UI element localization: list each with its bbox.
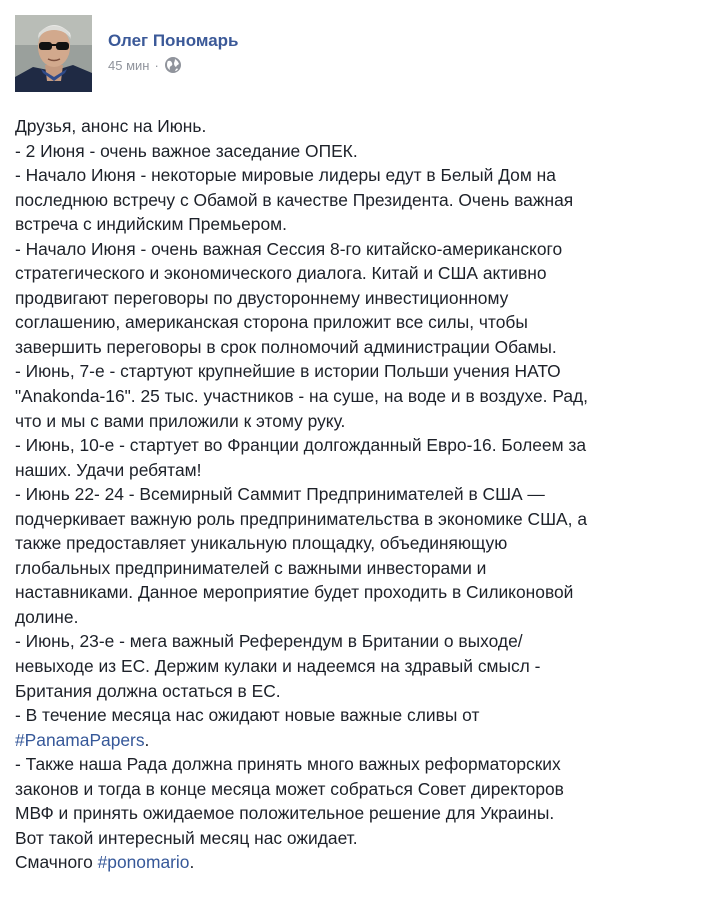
hashtag-panamapapers[interactable]: #PanamaPapers: [15, 729, 145, 750]
post-meta: [108, 56, 182, 74]
text-line: - Начало Июня - некоторые мировые лидеры едут в Белый Дом на: [15, 165, 556, 186]
post-text: [15, 114, 695, 875]
text-line: - Июнь 22- 24 - Всемирный Саммит Предпринимателей в США —: [15, 484, 545, 505]
hashtag-line-suffix: .: [144, 729, 150, 750]
post-header: [15, 15, 685, 93]
text-line: что и мы с вами приложили к этому руку.: [15, 410, 346, 431]
author-name[interactable]: Олег Пономарь: [108, 31, 239, 50]
text-line: встреча с индийским Премьером.: [15, 214, 287, 235]
closing-suffix: .: [189, 852, 195, 873]
text-line: - Также наша Рада должна принять много важных реформаторских: [15, 754, 561, 775]
closing-line: [15, 850, 695, 875]
text-line: наших. Удачи ребятам!: [15, 459, 202, 480]
globe-icon[interactable]: [164, 56, 182, 74]
text-line: продвигают переговоры по двустороннему инвестиционному: [15, 287, 509, 308]
text-line: соглашению, американская сторона приложит все силы, чтобы: [15, 312, 528, 333]
text-line: - Июнь, 7-е - стартуют крупнейшие в истории Польши учения НАТО: [15, 361, 561, 382]
text-line: "Anakonda-16". 25 тыс. участников - на суше, на воде и в воздухе. Рад,: [15, 386, 588, 407]
text-line: подчеркивает важную роль предпринимательства в экономике США, а: [15, 508, 587, 529]
hashtag-line: [15, 728, 695, 753]
text-line: наставниками. Данное мероприятие будет проходить в Силиконовой: [15, 582, 574, 603]
text-line: последнюю встречу с Обамой в качестве Президента. Очень важная: [15, 189, 574, 210]
text-line: Британия должна остаться в ЕС.: [15, 680, 281, 701]
avatar[interactable]: [15, 15, 92, 92]
text-line: - Июнь, 23-е - мега важный Референдум в Британии о выходе/: [15, 631, 523, 652]
text-line: невыходе из ЕС. Держим кулаки и надеемся на здравый смысл -: [15, 656, 541, 677]
closing-prefix: Смачного: [15, 852, 98, 873]
text-line: - Июнь, 10-е - стартует во Франции долгожданный Евро-16. Болеем за: [15, 435, 587, 456]
text-line: долине.: [15, 606, 79, 627]
text-line: - В течение месяца нас ожидают новые важные сливы от: [15, 705, 480, 726]
text-line: - Начало Июня - очень важная Сессия 8-го китайско-американского: [15, 238, 563, 259]
meta-separator: ·: [154, 57, 159, 73]
text-line: законов и тогда в конце месяца может собраться Совет директоров: [15, 778, 564, 799]
text-line: завершить переговоры в срок полномочий администрации Обамы.: [15, 336, 557, 357]
hashtag-ponomario[interactable]: #ponomario: [97, 852, 190, 873]
text-line: - 2 Июня - очень важное заседание ОПЕК.: [15, 140, 358, 161]
text-line: глобальных предпринимателей с важными инвесторами и: [15, 557, 487, 578]
text-line: Друзья, анонс на Июнь.: [15, 116, 207, 136]
text-line: Вот такой интересный месяц нас ожидает.: [15, 827, 358, 848]
text-line: МВФ и принять ожидаемое положительное решение для Украины.: [15, 803, 555, 824]
text-line: также предоставляет уникальную площадку, объединяющую: [15, 533, 508, 554]
post-timestamp[interactable]: 45 мин: [108, 57, 150, 73]
avatar-image: [15, 15, 92, 92]
text-line: стратегического и экономического диалога. Китай и США активно: [15, 263, 547, 284]
